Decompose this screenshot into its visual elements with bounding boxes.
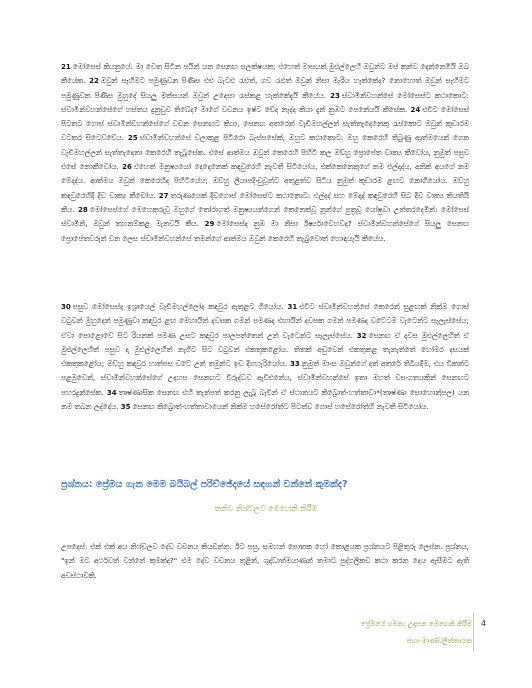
verse-number: 23 xyxy=(330,91,340,100)
verse-text: ස්වාමීන්වහන්සේ මෝසෙස්ට කථාකොට: ස්වාමීන්වහන්සේගේ හස්තය දුනුඩුව තිබේද? මාගේ වචනය ඉෂ්ට වේද නැද්ද කියා දැන් නුඹට පෙනේයයි කීසේක. xyxy=(61,90,469,114)
verse-number: 22 xyxy=(89,77,99,86)
verse-number: 28 xyxy=(78,205,88,214)
verse-text: එවිට මෝසෙස් පිටතට ගොස් ස්වාමීන්වහන්සේගේ වචන සෙනඟට කියා, සෙනඟ අතරෙන් වැඩිමහල්ලන් සැත්තෑදෙනෙකු රැස්කොට ඔවුන් කූඩාරම වටකර සිටෙව්වේය. xyxy=(61,104,469,143)
verse-number: 31 xyxy=(287,303,298,311)
footer-divider xyxy=(473,612,474,652)
scripture-paragraph-2 xyxy=(61,300,469,414)
verse-text: මෝසෙස් කියනුයේ: මා වෙත සිටින පයින් යන සෙනඟ සලක්ෂයක; එහෙත් මාසයක් මුළුල්ලෙහි ඔවුන්ට මස් කන්ට දෙන්නෙමියි ඔබ කීයේක. xyxy=(61,62,469,86)
verse-text: නුමුත් මාංස ඔවුන්ගේ දත් අතරේ තිබියදීම, එය විකන්ට පළමුවෙන්, ස්වාමීන්වහන්සේගේ උදහස සෙනඟට විරුද්ධව ඇවිළුනේය, ස්වාමීන්වහන්සේ ඉතා මහත් වසංගතයකින් සෙනඟට පහරදුන්සේක. xyxy=(61,359,470,397)
verse-text: තරුණයෙක් දිවගොස් මෝසෙස්ට කථාකොට: එල්දද් සහ මේදාද් කඳවුරෙහි සිට දිව වාක්‍ය කියතියි කීය. xyxy=(61,190,469,214)
verse-text: සෙනඟ කිබ්‍රොත්-හත්තාවායෙන් නික්ම හසේරෝත්ට පිටත්ව ගොස් හසේරෝත්හි නැවතී සිටියෝය. xyxy=(132,402,429,412)
page-number: 4 xyxy=(481,619,487,628)
verse-number: 33 xyxy=(290,360,300,369)
verse-text: එහෙත් මනුෂ්‍යයෝ දෙදෙනෙක් කඳවුරෙහි නැවතී සිටියෝය, එක්කෙනෙකුගේ නම එල්දාද්ය, අනික් අයගේ නම මේදාද්ය. ආත්මය ඔවුන් කෙරෙහිද පිහිටියේය; ඔව්හු ලියාපදිංචුවූන්ට අතුළත්ව සිටිය නුමුත් කූඩාරම ළඟට නොගියෝය. ඔව්හු කඳවුරෙහිදී දිව වාක්‍ය කීවෝය. xyxy=(61,162,469,200)
verse-text: ස්වාමීන්වහන්සේ වලාකුළ පිටිරො බැස්සසේක්, ඔහුට කථාකොට: ඔහු කෙරෙහි තිබුණු ආත්මයෙන් ගෙන වැඩිමහල්ලන් සැත්තැදෙනා කෙරෙහි තැබූසේක. එසේ ආත්මය ඔවුන් කෙරෙහි පිහිටි කල ඔව්හු ප්‍රොපේත වාක්‍ය කීවෝය, නුමුත් පසුව එසේ නොකීවෝය. xyxy=(61,133,469,172)
instructions-paragraph: උපදෙස්: එක් එක් අය නිශ්චලව දේව වචනය කියවන්න. ඊට පසු, සමහන් පොතක හෝ කොළයක ප්‍රශ්නයට පිළිතුරු ලෙස්න. ප්‍රශ්නය, "ඉන් මට අර්ථවත් වන්නේ කුමක්ද?" එම දේව වචනය තුළින්, ශුද්ධාත්මයාණන් තමාට පුද්ගලිකව කථා කරන දෙය ඇසීමට ඇති අවස්ථාවකි. xyxy=(61,542,469,580)
verse-number: 21 xyxy=(61,63,71,71)
verse-text: සෙනඟ ඒ දවස මුළුල්ලෙහිත් ඒ මුළුල්ලෙහිත් පසුව දා මුළුල්ලෙහිත් නැගිට සිට වටුවන් එකතුකළෝය. තිතක් අඩුවෙන් එකතුකළ තැනැත්තේ හෝමර දසයක් එකතුකළෝය; ඔව්හු කඳවුර හාත්පස වටේ උන් තමුන්ට ඉඩ දිගහැරියෝය. xyxy=(61,330,469,369)
verse-number: 26 xyxy=(122,163,132,172)
verse-number: 34 xyxy=(106,388,117,397)
verse-number: 30 xyxy=(61,303,71,311)
verse-text: තෘෂ්ණාසික සෙනඟ එහි තැන්පත් කරනු ලැබූ බැවින් ඒ ස්ථානයට කිබ්‍රොත්-හත්තාවා*(තෘෂ්ණා සොහොන්පල) යන නම තබන ලද්දේය. xyxy=(61,387,469,412)
verse-text: මෝසෙස්ද නුඹ මා නිසා ඊර්ෂ්‍යාවෙහවද? ස්වාමීන්වහන්සේගේ සියලු සෙනඟ ප්‍රොපේතවරුන් වන ලෙස ස්වාමීන්වහන්සේ තමන්ගේ ආත්මය ඔවුන් කෙරෙහි තැබුවොත් හොඳයැයි කීයේය. xyxy=(61,219,469,243)
footer xyxy=(361,616,472,650)
verse-number: 32 xyxy=(356,331,367,340)
verse-number: 27 xyxy=(158,191,169,200)
verse-number: 24 xyxy=(410,105,421,114)
footer-title: ප්‍රේමයේ ගමන: උදාසන මෙහෙනි කිරීම xyxy=(360,620,472,628)
verse-number: 25 xyxy=(127,134,138,143)
verse-text: මෝසෙස්ගේ මෙහෙකරුවූ ඔහුගේ තෝරාගත් මනුෂ්‍යයන්ගෙන් කෙනෙක්වූ නූන්ගේ පුත්‍රවූ යෝෂුවා උත්තරදෙමින්: මෝසෙස් ස්වාමිනි, ඔවුන් තහනම්කළ මැනවයි කීය. xyxy=(61,204,470,229)
question-heading: ප්‍රශ්නය: ප්‍රේමය ගැන මෙම බයිබල් පරිච්ඡේදයේ සඳහන් වන්නේ කුමක්ද? xyxy=(61,479,348,490)
scripture-paragraph-1 xyxy=(61,60,469,246)
verse-number: 35 xyxy=(120,403,131,412)
verse-text: පසුව මෝසෙස්ද ඉශ්‍රායෙල් වැඩිමහල්ලෝද කඳවුර ඇතුළට ගියෝය. xyxy=(72,302,288,311)
verse-number: 29 xyxy=(204,220,215,229)
sub-heading: තනිව නිශ්චලව මෙහෙනි කිරීම xyxy=(214,504,318,513)
footer-subtitle: සහා මාණ්ඩලිත්නායක xyxy=(406,637,472,645)
verse-text: එවිට ස්වාමීන්වහන්සේ කෙරෙන් සුළඟක් නික්ම ගොස් වටුවන් මුහුදෙන් පමුණුවා කඳවුර ළඟ මෙහායින් දවසක ගමන් පමණද එහායින් දවසක ගමන් පමණද වටේටම වැටෙන්ට සැලැස්සේය; ඒවා පොළොවේ සිට රියනක් පමණ උසට කඳවුර පාලපත්තෙන් උන් වැටෙන්ට සැලැස්සේය. xyxy=(61,302,469,340)
verse-text: ඔවුන් සෑහීමට පමුණුවන පිණිස එළු බැටළු රැළුත්, ගව රැළුත් ඔවුන් නිසා මැරිය හැක්කේද? නොහොත් ඔවුන් සෑහීමට පමුණුවන පිණිස මුහුදේ සියලු මත්සයන් ඔවුන් උදෙසා රැස්කළ හැක්කේදැයි කීයේය. xyxy=(61,76,469,100)
